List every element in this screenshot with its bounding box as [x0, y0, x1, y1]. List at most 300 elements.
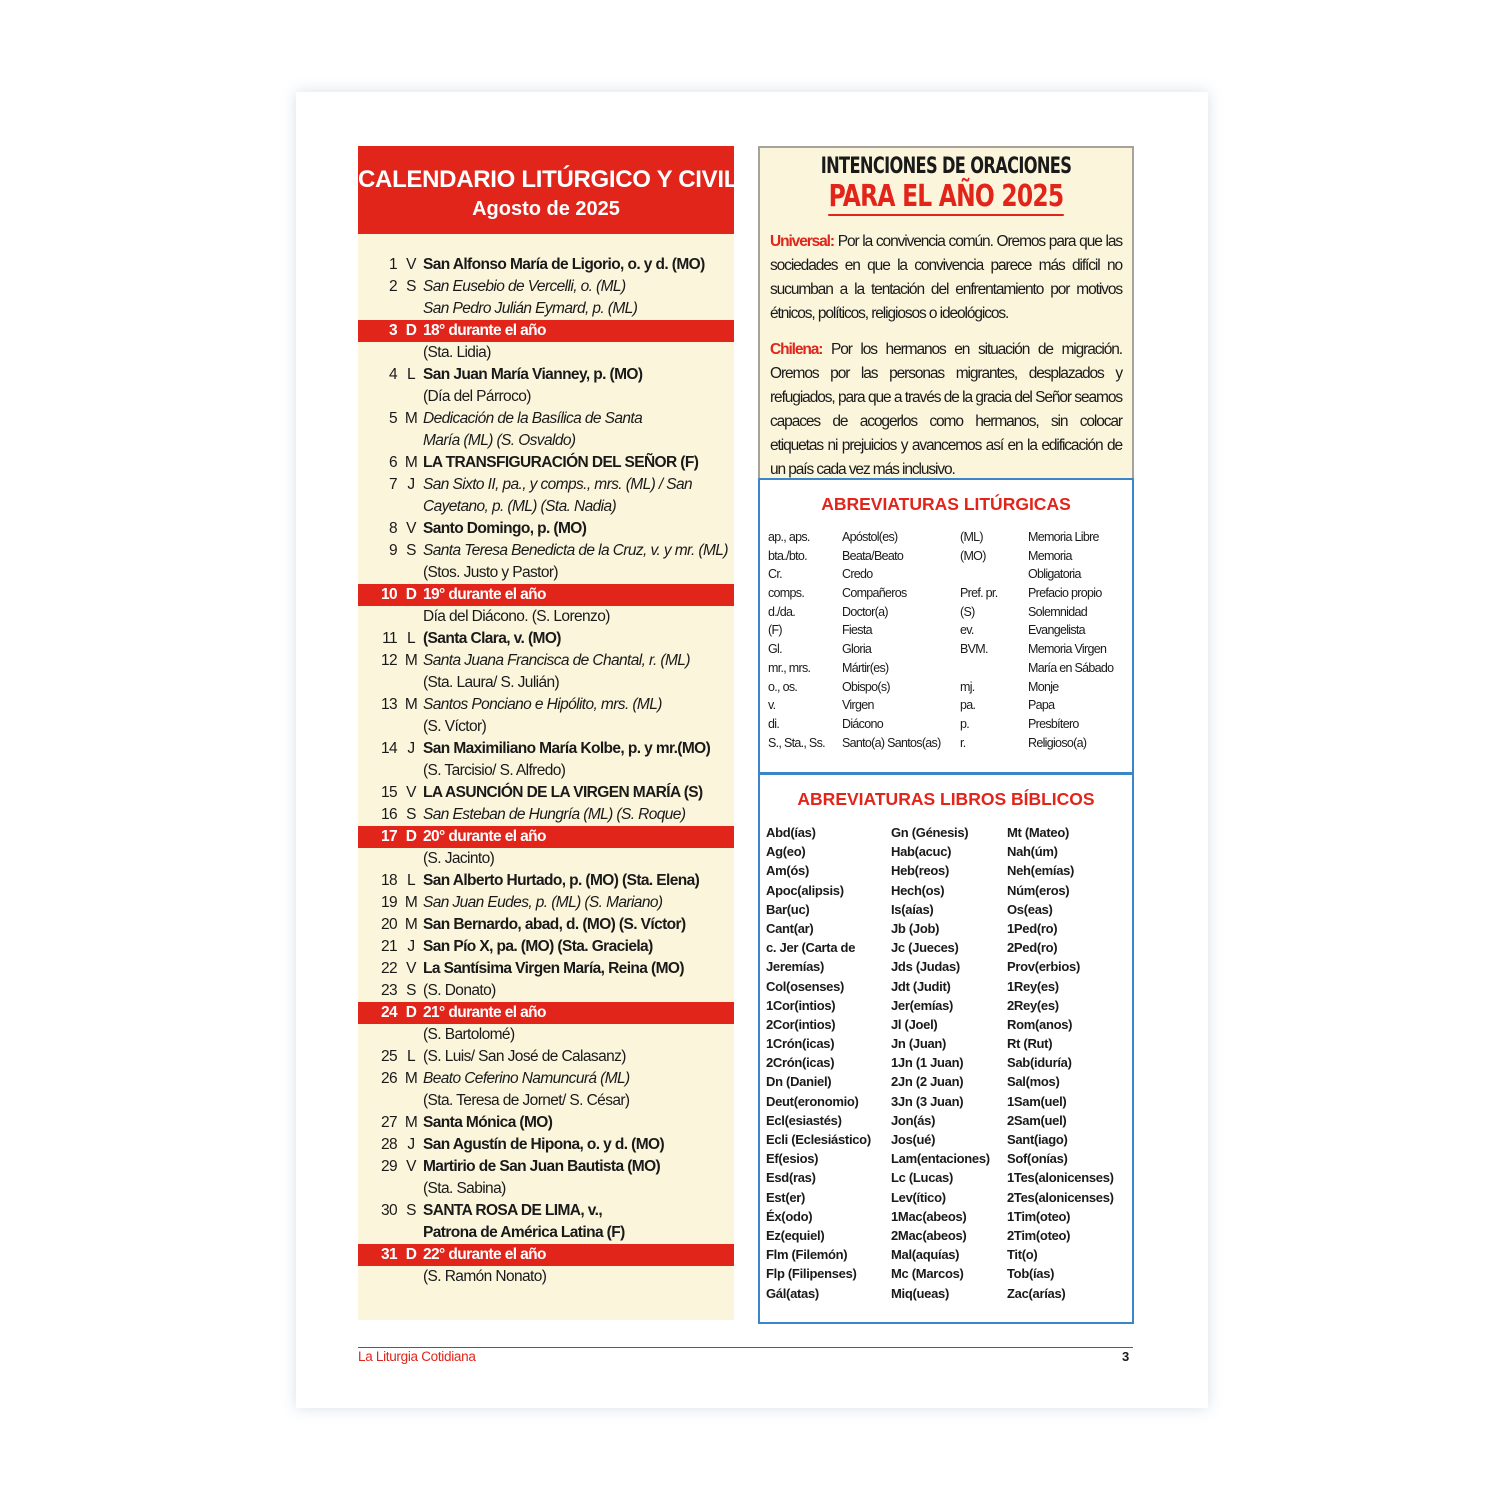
- celebration-text: 21° durante el año: [423, 1004, 546, 1021]
- sunday-row: [358, 1244, 734, 1266]
- weekday-letter: [400, 342, 422, 364]
- day-number: 2: [388, 278, 397, 295]
- celebration-text: (Sta. Teresa de Jornet/ S. César): [423, 1092, 630, 1109]
- day-number: [358, 848, 400, 870]
- abbreviation-meaning: Fiesta: [842, 623, 872, 638]
- weekday-letter: D: [405, 322, 417, 339]
- abbreviation-meaning: Santo(a) Santos(as): [842, 735, 941, 750]
- day-number: 27: [380, 1114, 397, 1131]
- weekday-letter: [400, 1266, 422, 1288]
- book-abbreviation: Jds (Judas): [891, 959, 960, 975]
- weekday-letter: [400, 1090, 422, 1112]
- biblical-column-1: [766, 823, 891, 1303]
- abbreviation-row: [768, 565, 1128, 584]
- celebration-text: San Bernardo, abad, d. (MO) (S. Víctor): [423, 916, 686, 933]
- day-number: 25: [380, 1048, 397, 1065]
- abbreviation-row: [768, 734, 1128, 753]
- celebration-text: (S. Luis/ San José de Calasanz): [423, 1048, 626, 1065]
- calendar-row: [358, 562, 734, 584]
- footer-rule: [358, 1347, 1133, 1348]
- weekday-letter: D: [405, 586, 417, 603]
- celebration-text: María (ML) (S. Osvaldo): [423, 432, 576, 449]
- celebration-text: La Santísima Virgen María, Reina (MO): [423, 960, 684, 977]
- page-number: 3: [1122, 1349, 1130, 1364]
- weekday-letter: [400, 760, 422, 782]
- calendar-row: [358, 1222, 734, 1244]
- document-page: [296, 92, 1208, 1408]
- celebration-text: LA TRANSFIGURACIÓN DEL SEÑOR (F): [423, 454, 699, 471]
- book-abbreviation: Is(aías): [891, 901, 934, 917]
- day-number: [358, 1090, 400, 1112]
- abbreviation: Cr.: [768, 567, 782, 582]
- universal-intention: [770, 230, 1122, 326]
- celebration-text: (Sta. Lidia): [423, 344, 491, 361]
- book-abbreviation: 1Cor(intios): [766, 997, 836, 1013]
- book-abbreviation: Dn (Daniel): [766, 1074, 832, 1090]
- book-abbreviation: Éx(odo): [766, 1208, 813, 1224]
- sunday-row: [358, 320, 734, 342]
- biblical-abbreviations-title: ABREVIATURAS LIBROS BÍBLICOS: [797, 789, 1095, 809]
- calendar-row: [358, 1112, 734, 1134]
- celebration-text: (Stos. Justo y Pastor): [423, 564, 558, 581]
- calendar-row: [358, 650, 734, 672]
- day-number: [358, 342, 400, 364]
- celebration-text: (S. Bartolomé): [423, 1026, 515, 1043]
- celebration-text: Dedicación de la Basílica de Santa: [423, 410, 643, 427]
- liturgical-abbreviations-table: [768, 528, 1128, 752]
- book-abbreviation: 1Jn (1 Juan): [891, 1055, 964, 1071]
- prayer-year-title: [801, 179, 1091, 214]
- day-number: 22: [380, 960, 397, 977]
- weekday-letter: [400, 496, 422, 518]
- celebration-text: Santos Ponciano e Hipólito, mrs. (ML): [423, 696, 662, 713]
- book-abbreviation: 1Mac(abeos): [891, 1208, 967, 1224]
- calendar-row: [358, 1024, 734, 1046]
- universal-text: Por la convivencia común. Oremos para que las sociedades en que la convivencia parece más difícil no sucumban a la tentación del enfrentamiento por motivos étnicos, políticos, religiosos o ideológicos.: [770, 233, 1122, 322]
- book-abbreviation: Lc (Lucas): [891, 1170, 954, 1186]
- book-abbreviation: Jb (Job): [891, 920, 940, 936]
- abbreviation-meaning: Memoria Virgen: [1028, 642, 1107, 657]
- abbreviation: Pref. pr.: [960, 586, 998, 601]
- day-number: [358, 430, 400, 452]
- celebration-text: (S. Donato): [423, 982, 496, 999]
- book-abbreviation: Sof(onías): [1007, 1151, 1068, 1167]
- day-number: 31: [380, 1246, 397, 1263]
- celebration-text: (Santa Clara, v. (MO): [423, 630, 561, 647]
- abbreviation: comps.: [768, 586, 805, 601]
- celebration-text: San Juan Eudes, p. (ML) (S. Mariano): [423, 894, 663, 911]
- abbreviation-meaning: Evangelista: [1028, 623, 1085, 638]
- abbreviation: p.: [960, 716, 970, 731]
- abbreviation-meaning: Beata/Beato: [842, 548, 904, 563]
- celebration-text: Santa Teresa Benedicta de la Cruz, v. y mr. (ML): [423, 542, 728, 559]
- celebration-text: Patrona de América Latina (F): [423, 1224, 625, 1241]
- day-number: 23: [380, 982, 397, 999]
- weekday-letter: V: [406, 784, 416, 801]
- calendar-row: [358, 716, 734, 738]
- abbreviation-meaning: Memoria: [1028, 548, 1072, 563]
- abbreviation-meaning: Apóstol(es): [842, 530, 898, 544]
- weekday-letter: J: [407, 740, 415, 757]
- abbreviation-row: [768, 696, 1128, 715]
- day-number: 3: [388, 322, 397, 339]
- day-number: 14: [380, 740, 397, 757]
- celebration-text: 20° durante el año: [423, 828, 546, 845]
- weekday-letter: S: [406, 278, 416, 295]
- day-number: [358, 1222, 400, 1244]
- book-abbreviation: 2Cor(intios): [766, 1016, 836, 1032]
- book-abbreviation: Tob(ías): [1007, 1266, 1055, 1282]
- sunday-row: [358, 826, 734, 848]
- calendar-row: [358, 760, 734, 782]
- weekday-letter: J: [407, 938, 415, 955]
- calendar-row: [358, 980, 734, 1002]
- abbreviation: [960, 659, 1028, 678]
- weekday-letter: M: [404, 652, 418, 669]
- celebration-text: 18° durante el año: [423, 322, 546, 339]
- book-abbreviation: Deut(eronomio): [766, 1093, 859, 1109]
- weekday-letter: V: [406, 520, 416, 537]
- calendar-row: [358, 1178, 734, 1200]
- day-number: 17: [380, 828, 397, 845]
- book-abbreviation: 1Tim(oteo): [1007, 1208, 1071, 1224]
- abbreviation-meaning: Mártir(es): [842, 660, 889, 675]
- book-abbreviation: Mc (Marcos): [891, 1266, 964, 1282]
- day-number: 30: [380, 1202, 397, 1219]
- celebration-text: 22° durante el año: [423, 1246, 546, 1263]
- book-abbreviation: Cant(ar): [766, 920, 814, 936]
- book-abbreviation: Flm (Filemón): [766, 1247, 848, 1263]
- book-abbreviation: Sab(iduría): [1007, 1055, 1072, 1071]
- book-abbreviation: Am(ós): [766, 863, 809, 879]
- celebration-text: Santa Mónica (MO): [423, 1114, 553, 1131]
- chilena-intention: [770, 338, 1122, 482]
- book-abbreviation: Jn (Juan): [891, 1036, 947, 1052]
- book-abbreviation: 1Tes(alonicenses): [1007, 1170, 1114, 1186]
- weekday-letter: M: [404, 1070, 418, 1087]
- day-number: [358, 1178, 400, 1200]
- book-abbreviation: 2Rey(es): [1007, 997, 1059, 1013]
- liturgical-abbreviations-box: [758, 478, 1134, 774]
- book-abbreviation: Neh(emías): [1007, 863, 1075, 879]
- abbreviation-meaning: Monje: [1028, 679, 1059, 694]
- abbreviation-row: [768, 715, 1128, 734]
- book-abbreviation: 1Crón(icas): [766, 1036, 835, 1052]
- weekday-letter: S: [406, 806, 416, 823]
- celebration-text: Santa Juana Francisca de Chantal, r. (ML): [423, 652, 690, 669]
- calendar-rows: [358, 254, 734, 1288]
- footer-publication: La Liturgia Cotidiana: [358, 1349, 476, 1364]
- celebration-text: San Alfonso María de Ligorio, o. y d. (MO): [423, 256, 705, 273]
- day-number: 5: [388, 410, 397, 427]
- day-number: [358, 298, 400, 320]
- book-abbreviation: Jeremías): [766, 959, 825, 975]
- weekday-letter: V: [406, 256, 416, 273]
- weekday-letter: D: [405, 828, 417, 845]
- day-number: [358, 760, 400, 782]
- abbreviation-meaning: Compañeros: [842, 586, 907, 601]
- celebration-text: (Sta. Sabina): [423, 1180, 506, 1197]
- calendar-row: [358, 1134, 734, 1156]
- celebration-text: Santo Domingo, p. (MO): [423, 520, 587, 537]
- weekday-letter: M: [404, 894, 418, 911]
- book-abbreviation: Mt (Mateo): [1007, 825, 1069, 840]
- book-abbreviation: Apoc(alipsis): [766, 882, 844, 898]
- day-number: [358, 386, 400, 408]
- book-abbreviation: 1Ped(ro): [1007, 920, 1058, 936]
- day-number: 10: [380, 586, 397, 603]
- calendar-row: [358, 540, 734, 562]
- celebration-text: (S. Víctor): [423, 718, 487, 735]
- abbreviation: o., os.: [768, 679, 798, 694]
- book-abbreviation: 2Sam(uel): [1007, 1112, 1067, 1128]
- weekday-letter: J: [407, 1136, 415, 1153]
- day-number: 7: [388, 476, 397, 493]
- weekday-letter: [400, 386, 422, 408]
- book-abbreviation: 2Tes(alonicenses): [1007, 1189, 1114, 1205]
- book-abbreviation: Hab(acuc): [891, 844, 952, 860]
- weekday-letter: L: [406, 872, 416, 889]
- abbreviation-meaning: Virgen: [842, 698, 874, 713]
- abbreviation: Gl.: [768, 642, 782, 657]
- book-abbreviation: 1Sam(uel): [1007, 1093, 1067, 1109]
- calendar-row: [358, 496, 734, 518]
- book-abbreviation: 3Jn (3 Juan): [891, 1093, 964, 1109]
- calendar-row: [358, 892, 734, 914]
- day-number: 18: [380, 872, 397, 889]
- weekday-letter: V: [406, 960, 416, 977]
- abbreviation: (S): [960, 604, 975, 619]
- book-abbreviation: Prov(erbios): [1007, 959, 1080, 975]
- calendar-row: [358, 386, 734, 408]
- abbreviation: d./da.: [768, 604, 796, 619]
- calendar-row: [358, 1090, 734, 1112]
- day-number: 4: [388, 366, 397, 383]
- calendar-row: [358, 738, 734, 760]
- book-abbreviation: Tit(o): [1007, 1247, 1038, 1263]
- chilena-text: Por los hermanos en situación de migración. Oremos por las personas migrantes, desplazados y refugiados, para que a través de la gracia del Señor seamos capaces de acogerlos como hermanos, sin colocar etiquetas ni prejuicios y avancemos así en la edificación de un país cada vez más inclusivo.: [770, 341, 1122, 478]
- book-abbreviation: 2Ped(ro): [1007, 940, 1058, 956]
- calendar-row: [358, 804, 734, 826]
- abbreviation: BVM.: [960, 642, 988, 657]
- abbreviation: v.: [768, 698, 776, 713]
- celebration-text: SANTA ROSA DE LIMA, v.,: [423, 1202, 603, 1219]
- weekday-letter: [400, 672, 422, 694]
- calendar-header: [358, 146, 739, 234]
- abbreviation: di.: [768, 716, 780, 731]
- calendar-row: [358, 276, 734, 298]
- day-number: 29: [380, 1158, 397, 1175]
- weekday-letter: [400, 562, 422, 584]
- calendar-row: [358, 870, 734, 892]
- abbreviation: (F): [768, 623, 782, 638]
- weekday-letter: V: [406, 1158, 416, 1175]
- celebration-text: San Eusebio de Vercelli, o. (ML): [423, 278, 626, 295]
- book-abbreviation: c. Jer (Carta de: [766, 940, 856, 956]
- calendar-row: [358, 430, 734, 452]
- weekday-letter: [400, 430, 422, 452]
- weekday-letter: S: [406, 1202, 416, 1219]
- book-abbreviation: Jos(ué): [891, 1132, 936, 1147]
- abbreviation: ev.: [960, 623, 974, 638]
- celebration-text: San Pío X, pa. (MO) (Sta. Graciela): [423, 938, 653, 955]
- weekday-letter: [400, 1178, 422, 1200]
- abbreviation: pa.: [960, 698, 976, 713]
- abbreviation-row: [768, 603, 1128, 622]
- celebration-text: (S. Ramón Nonato): [423, 1268, 547, 1285]
- biblical-column-3: [1007, 823, 1132, 1303]
- sunday-row: [358, 1002, 734, 1024]
- abbreviation-meaning: Gloria: [842, 642, 872, 657]
- celebration-text: San Pedro Julián Eymard, p. (ML): [423, 300, 638, 317]
- book-abbreviation: Gál(atas): [766, 1285, 819, 1301]
- calendar-row: [358, 452, 734, 474]
- prayer-title: INTENCIONES DE ORACIONES: [820, 154, 1072, 179]
- book-abbreviation: Rt (Rut): [1007, 1036, 1053, 1052]
- weekday-letter: J: [407, 476, 415, 493]
- abbreviation: bta./bto.: [768, 548, 807, 563]
- abbreviation-row: [768, 621, 1128, 640]
- celebration-text: San Alberto Hurtado, p. (MO) (Sta. Elena): [423, 872, 700, 889]
- calendar-subtitle: Agosto de 2025: [472, 198, 620, 220]
- book-abbreviation: Lam(entaciones): [891, 1151, 990, 1167]
- book-abbreviation: 2Mac(abeos): [891, 1227, 967, 1243]
- abbreviation: [960, 565, 1028, 584]
- abbreviation-row: [768, 528, 1128, 547]
- day-number: 11: [382, 630, 397, 647]
- book-abbreviation: Mal(aquías): [891, 1247, 960, 1263]
- abbreviation: (MO): [960, 548, 986, 563]
- abbreviation-row: [768, 640, 1128, 659]
- weekday-letter: D: [405, 1246, 417, 1263]
- day-number: [358, 1024, 400, 1046]
- abbreviation-meaning: Presbítero: [1028, 716, 1079, 731]
- book-abbreviation: Zac(arías): [1007, 1285, 1066, 1301]
- day-number: 13: [380, 696, 397, 713]
- book-abbreviation: Jdt (Judit): [891, 978, 951, 994]
- calendar-row: [358, 1266, 734, 1288]
- calendar-row: [358, 364, 734, 386]
- day-number: 12: [380, 652, 397, 669]
- celebration-text: (S. Tarcisio/ S. Alfredo): [423, 762, 566, 779]
- book-abbreviation: Hech(os): [891, 882, 945, 898]
- calendar-row: [358, 914, 734, 936]
- abbreviation-meaning: Obispo(s): [842, 679, 890, 694]
- calendar-row: [358, 606, 734, 628]
- book-abbreviation: Ez(equiel): [766, 1227, 825, 1243]
- calendar-row: [358, 342, 734, 364]
- day-number: 15: [380, 784, 397, 801]
- weekday-letter: M: [404, 1114, 418, 1131]
- liturgical-abbreviations-title: ABREVIATURAS LITÚRGICAS: [821, 494, 1071, 514]
- day-number: [358, 1266, 400, 1288]
- abbreviation: mj.: [960, 679, 975, 694]
- celebration-text: Martirio de San Juan Bautista (MO): [423, 1158, 661, 1175]
- abbreviation-meaning: Papa: [1028, 698, 1055, 713]
- calendar-row: [358, 1068, 734, 1090]
- book-abbreviation: Núm(eros): [1007, 882, 1070, 898]
- abbreviation-meaning: Religioso(a): [1028, 735, 1087, 750]
- day-number: [358, 496, 400, 518]
- abbreviation: r.: [960, 735, 966, 750]
- day-number: [358, 562, 400, 584]
- day-number: 16: [380, 806, 397, 823]
- day-number: 28: [380, 1136, 397, 1153]
- book-abbreviation: Esd(ras): [766, 1170, 816, 1186]
- celebration-text: 19° durante el año: [423, 586, 546, 603]
- celebration-text: Día del Diácono. (S. Lorenzo): [423, 608, 610, 625]
- weekday-letter: L: [406, 366, 416, 383]
- book-abbreviation: Miq(ueas): [891, 1285, 949, 1301]
- book-abbreviation: Jc (Jueces): [891, 940, 959, 956]
- calendar-row: [358, 848, 734, 870]
- abbreviation: (ML): [960, 530, 983, 544]
- abbreviation-meaning: Credo: [842, 567, 873, 582]
- abbreviation-meaning: Solemnidad: [1028, 604, 1088, 619]
- book-abbreviation: Abd(ías): [766, 825, 816, 840]
- celebration-text: (S. Jacinto): [423, 850, 495, 867]
- weekday-letter: S: [406, 542, 416, 559]
- day-number: 19: [380, 894, 397, 911]
- abbreviation: ap., aps.: [768, 530, 810, 544]
- biblical-column-2: [891, 823, 1007, 1303]
- book-abbreviation: Col(osenses): [766, 978, 845, 994]
- weekday-letter: L: [406, 630, 416, 647]
- calendar-row: [358, 408, 734, 430]
- prayer-year-title-text: PARA EL AÑO 2025: [828, 179, 1064, 214]
- calendar-row: [358, 782, 734, 804]
- chilena-label: Chilena:: [770, 341, 823, 358]
- weekday-letter: [400, 1222, 422, 1244]
- day-number: 21: [380, 938, 397, 955]
- book-abbreviation: Nah(úm): [1007, 844, 1058, 860]
- weekday-letter: [400, 298, 422, 320]
- day-number: 20: [380, 916, 397, 933]
- day-number: [358, 606, 400, 628]
- book-abbreviation: 2Jn (2 Juan): [891, 1074, 964, 1090]
- abbreviation: S., Sta., Ss.: [768, 735, 825, 750]
- weekday-letter: [400, 848, 422, 870]
- celebration-text: Beato Ceferino Namuncurá (ML): [423, 1070, 630, 1087]
- weekday-letter: [400, 1024, 422, 1046]
- biblical-abbreviations-table: [766, 823, 1132, 1303]
- book-abbreviation: Jer(emías): [891, 997, 954, 1013]
- day-number: 24: [380, 1004, 397, 1021]
- abbreviation-row: [768, 659, 1128, 678]
- calendar-row: [358, 298, 734, 320]
- celebration-text: LA ASUNCIÓN DE LA VIRGEN MARÍA (S): [423, 784, 703, 801]
- book-abbreviation: Est(er): [766, 1189, 806, 1205]
- book-abbreviation: Os(eas): [1007, 901, 1053, 917]
- weekday-letter: [400, 716, 422, 738]
- abbreviation-meaning: Prefacio propio: [1028, 586, 1102, 601]
- abbreviation: mr., mrs.: [768, 660, 811, 675]
- day-number: 9: [388, 542, 397, 559]
- day-number: 6: [388, 454, 397, 471]
- weekday-letter: D: [405, 1004, 417, 1021]
- calendar-row: [358, 936, 734, 958]
- book-abbreviation: Heb(reos): [891, 863, 949, 879]
- calendar-row: [358, 958, 734, 980]
- book-abbreviation: Jl (Joel): [891, 1016, 938, 1032]
- weekday-letter: S: [406, 982, 416, 999]
- day-number: [358, 716, 400, 738]
- calendar-title: CALENDARIO LITÚRGICO Y CIVIL: [358, 166, 739, 193]
- calendar-row: [358, 254, 734, 276]
- book-abbreviation: Rom(anos): [1007, 1016, 1073, 1032]
- prayer-intentions-panel: [758, 146, 1134, 484]
- book-abbreviation: Lev(ítico): [891, 1189, 946, 1205]
